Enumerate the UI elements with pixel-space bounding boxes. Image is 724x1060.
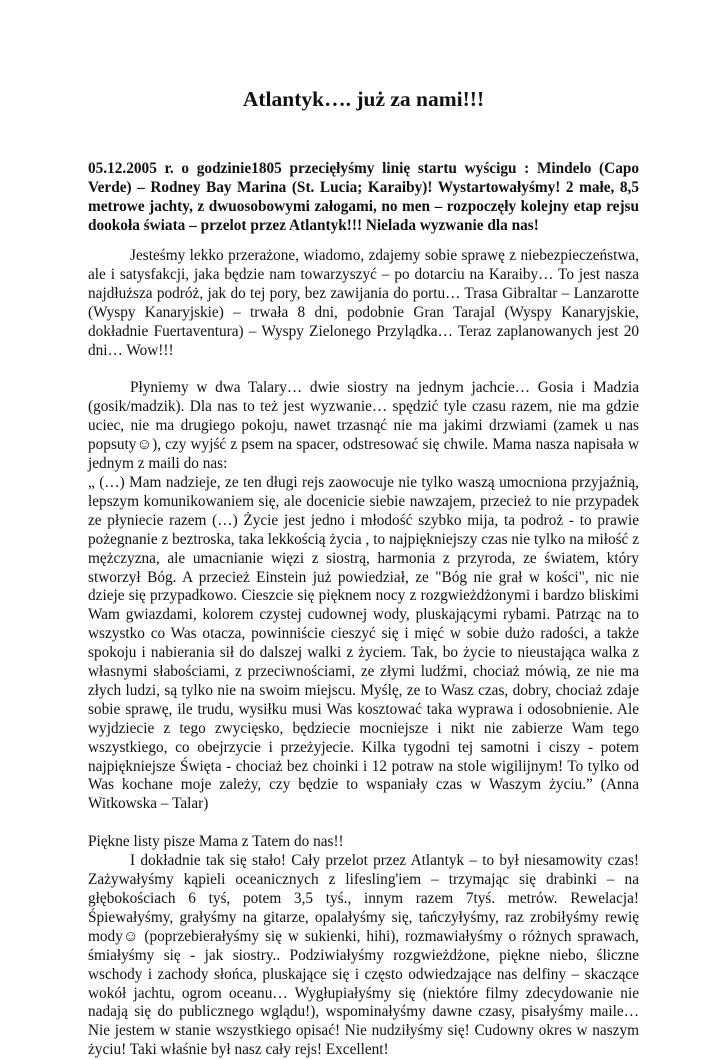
paragraph-sisters: Płyniemy w dwa Talary… dwie siostry na jednym jachcie… Gosia i Madzia (gosik/madzik). Dla nas to też jest wyzwanie… spędzić tyle czasu razem, nie ma gdzie uciec, nie ma drugiego pokoju, nawet trzasnąć nie ma jakimi drzwiami (zamek u nas popsuty☺), czy wyjść z psem na spacer, odstresować się chwile. Mama nasza napisała w jednym z maili do nas: — [88, 379, 639, 473]
letters-note: Piękne listy pisze Mama z Tatem do nas!! — [88, 833, 344, 851]
paragraph-spacer — [88, 360, 639, 379]
document-title: Atlantyk…. już za nami!!! — [242, 87, 485, 111]
document-body — [88, 247, 639, 1060]
paragraph-intro: Jesteśmy lekko przerażone, wiadomo, zdajemy sobie sprawę z niebezpieczeństwa, ale i satysfakcji, jaka będzie nam towarzyszyć – po dotarciu na Karaiby… To jest nasza najdłuższa podróż, jak do tej pory, bez zawijania do portu… Trasa Gibraltar – Lanzarotte (Wyspy Kanaryjskie) – trwała 8 dni, podobnie Gran Tarajal (Wyspy Kanaryjskie, dokładnie Fuertaventura) – Wyspy Zielonego Przylądka… Teraz zaplanowanych jest 20 dni… Wow!!! — [88, 247, 639, 359]
mother-letter-quote: „ (…) Mam nadzieje, ze ten długi rejs zaowocuje nie tylko waszą umocniona przyjaźnią, lepszym komunikowaniem się, ale docenicie siebie nawzajem, przecież to nie przypadek ze płyniecie razem (…) Życie jest jedno i młodość szybko mija, ta podroż - to prawie pożegnanie z beztroska, taka lekkością życia , to najpiękniejszy czas nie tylko na miłość z mężczyzna, ale umacnianie więzi z siostrą, harmonia z przyroda, ze światem, który stworzył Bóg. A przecież Einstein już powiedział, ze "Bóg nie grał w kości", nic nie dzieje się przypadkowo. Cieszcie się pięknem nocy z rozgwieżdżonymi i bardzo bliskimi Wam gwiazdami, kolorem czystej cudownej wody, pluskającymi rybami. Patrząc na to wszystko co Was otacza, powinniście cieszyć się i mięć w sobie dużo radości, a także spokoju i nabierania sił do dalszej walki z życiem. Tak, bo życie to nieustająca walka z własnymi słabościami, z przeciwnościami, ze złymi ludźmi, chociaż mówią, ze nie ma złych ludzi, są tylko nie na swoim miejscu. Myślę, ze to Wasz czas, dobry, chociaż zdaje sobie sprawę, ile trudu, wysiłku musi Was kosztować taka wyprawa i odosobnienie. Ale wyjdziecie z tego zwycięsko, będziecie mocniejsze i nikt nie zabierze Wam tego wszystkiego, co obejrzycie i przeżyjecie. Kilka tygodni tej samotni i ciszy - potem najpiękniejsze Święta - chociaż bez choinki i 12 potraw na stole wigilijnym! To tylko od Was kochane moje zależy, czy będzie to wspaniały czas w Waszym życiu.” (Anna Witkowska – Talar) — [88, 473, 639, 813]
paragraph-crossing: I dokładnie tak się stało! Cały przelot przez Atlantyk – to był niesamowity czas! Zażywałyśmy kąpieli oceanicznych z lifesling'iem – trzymając się drabinki – na głębokościach 6 tyś, potem 3,5 tyś., innym razem 7tyś. metrów. Rewelacja! Śpiewałyśmy, grałyśmy na gitarze, opalałyśmy się, tańczyłyśmy, raz zrobiłyśmy rewię mody☺ (poprzebierałyśmy się w sukienki, hihi), rozmawiałyśmy o różnych sprawach, śmiałyśmy się - jak siostry.. Podziwiałyśmy rozgwieżdżone, piękne niebo, śliczne wschody i zachody słońca, pluskające się i często odwiedzające nas delfiny – skaczące wokół jachtu, ogrom oceanu… Wygłupiałyśmy się (niektóre filmy zdecydowanie nie nadają się do publicznego wglądu!), wspominałyśmy dawne czasy, pisałyśmy maile… Nie jestem w stanie wszystkiego opisać! Nie nudziłyśmy się! Cudowny okres w naszym życiu! Taki właśnie był nasz cały rejs! Excellent! — [88, 852, 639, 1059]
paragraph-spacer — [88, 814, 639, 833]
lead-paragraph: 05.12.2005 r. o godzinie1805 przecięłyśmy linię startu wyścigu : Mindelo (Capo Verde) – Rodney Bay Marina (St. Lucia; Karaiby)! Wystartowałyśmy! 2 małe, 8,5 metrowe jachty, z dwuosobowymi załogami, no men – rozpoczęły kolejny etap rejsu dookoła świata – przelot przez Atlantyk!!! Nielada wyzwanie dla nas! — [88, 160, 639, 234]
